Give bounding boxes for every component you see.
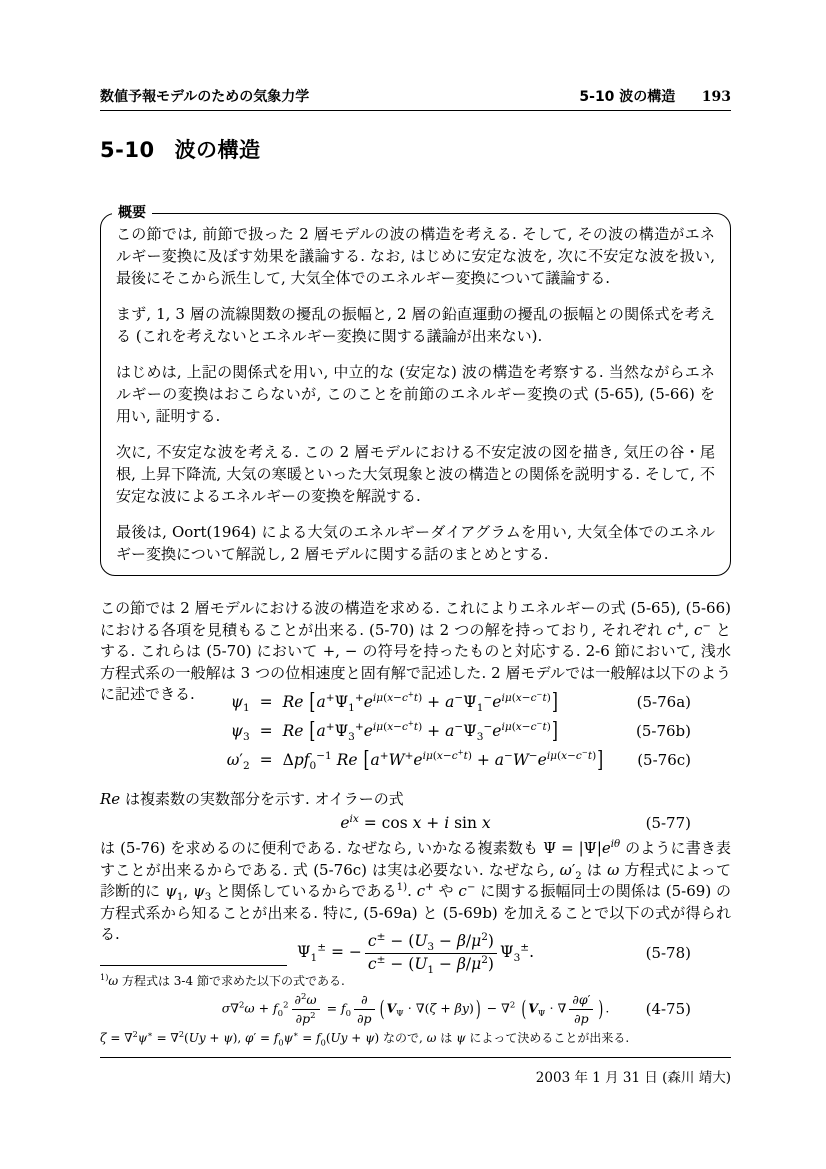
- footnote-line-2: ζ = ∇$^2$ψ∗ = ∇$^2$(Uy + ψ), $\varphi' = f_0\psi^∗ = f_0(Uy + \psi)$ なので, ω は ψ によって決めることが出来る.: [100, 1029, 630, 1048]
- body-paragraph-1: この節では 2 層モデルにおける波の構造を求める. これによりエネルギーの式 (5-65), (5-66) における各項を見積もることが出来る. (5-70) は 2 つの解を持っており, それぞれ c+, c− とする. これらは (5-70) において +, − の符号を持ったものと対応する. 2-6 節において, 浅水方程式系の一般解は 3 つの位相速度と固有解で記述した. 2 層モデルでは一般解は以下のように記述できる.: [100, 599, 731, 703]
- abstract-paragraph-2: まず, 1, 3 層の流線関数の擾乱の振幅と, 2 層の鉛直運動の擾乱の振幅との関係式を考える (これを考えないとエネルギー変換に関する議論が出来ない).: [116, 305, 715, 345]
- equation-number-5-76b: (5-76b): [635, 722, 691, 740]
- equation-row-5-76c: [227, 746, 604, 775]
- abstract-paragraph-5: 最後は, Oort(1964) による大気のエネルギーダイアグラムを用い, 大気全体でのエネルギー変換について解説し, 2 層モデルに関する話のまとめとする.: [116, 523, 715, 563]
- equals-sign: =: [259, 722, 273, 740]
- header-page-number: 193: [701, 89, 731, 105]
- abstract-paragraph-3: はじめは, 上記の関係式を用い, 中立的な (安定な) 波の構造を考察する. 当然ながらエネルギーの変換はおこらないが, このことを前節のエネルギー変換の式 (5-65), (5-66) を用い, 証明する.: [116, 363, 715, 425]
- section-number: 5-10: [100, 138, 155, 162]
- equation-4-75: [100, 988, 731, 1030]
- equals-sign: =: [259, 751, 273, 769]
- footer-rule: [100, 1057, 731, 1058]
- section-heading: [100, 134, 261, 164]
- equation-rhs: Δpf$_0^{-1}$ Re $[a^+W^+e^{i\mu(x-c^+t)} + a^-W^-e^{i\mu(x-c^-t)}]$: [282, 746, 604, 773]
- body-paragraph-3: は (5-76) を求めるのに便利である. なぜなら, いかなる複素数も $\Psi = |\Psi|e^{i\theta}$ のように書き表すことが出来るからである. 式 (5-76c) は実は必要ない. なぜなら, $\omega'_2$ は ω 方程式によって診断的に $\psi_1$, $\psi_3$ と関係しているからである$^{1)}$. c+ や c− に関する振幅同士の関係は (5-69) の方程式系から知ることが出来る. 特に, (5-69a) と (5-69b) を加えることで以下の式が得られる.: [100, 839, 731, 943]
- header-right: [579, 86, 731, 106]
- footnote-rule: [100, 965, 287, 966]
- equation-array: [227, 688, 604, 775]
- footnote-line-1: $^{1)}$ω 方程式は 3-4 節で求めた以下の式である.: [100, 972, 345, 988]
- footer-date: 2003 年 1 月 31 日 (森川 靖大): [535, 1070, 731, 1086]
- equation-lhs: $\psi_3$: [230, 722, 250, 744]
- equation-number-5-76a: (5-76a): [636, 693, 691, 711]
- equation-lhs: $\omega'_2$: [226, 751, 250, 773]
- equation-row-5-76b: [227, 717, 604, 746]
- equation-5-77: [100, 808, 731, 838]
- body-paragraph-2: Re は複素数の実数部分を示す. オイラーの式: [100, 790, 404, 808]
- equation-rhs: Re $[a^+\Psi_3^+e^{i\mu(x-c^+t)} + a^-\Psi_3^-e^{i\mu(x-c^-t)}]$: [282, 717, 558, 744]
- header-section-label: 5-10 波の構造: [579, 89, 676, 105]
- equation-number-4-75: (4-75): [645, 1000, 691, 1018]
- equation-number-5-76c: (5-76c): [637, 751, 691, 769]
- equation-content: $\sigma\nabla^2\omega + f_0^2$ $\frac{\partial^2\omega}{\partial p^2}$ = $f_0$ $\frac{\partial}{\partial p}$ ( $V_\Psi \cdot \nabla(\zeta + \beta y)$ ) − ∇$^2$ ( $V_\Psi$ ⋅ ∇ $\frac{\partial\varphi'}{\partial p}$ ) .: [221, 991, 610, 1026]
- equation-group-5-76: [100, 688, 731, 776]
- equation-content: $\Psi_1^\pm$ = − $\frac{c^\pm - (U_3 - \beta/\mu^2)}{c^\pm - (U_1 - \beta/\mu^2)}$ $\Psi_3^\pm$.: [296, 930, 535, 976]
- abstract-paragraph-1: この節では, 前節で扱った 2 層モデルの波の構造を考える. そして, その波の構造がエネルギー変換に及ぼす効果を議論する. なお, はじめに安定な波を, 次に不安定な波を扱い, 最後にそこから派生して, 大気全体でのエネルギー変換について議論する.: [116, 225, 715, 287]
- header-book-title: 数値予報モデルのための気象力学: [100, 89, 310, 105]
- equals-sign: =: [259, 693, 273, 711]
- abstract-label: 概要: [112, 203, 152, 223]
- section-title: 波の構造: [174, 138, 261, 162]
- abstract-paragraph-4: 次に, 不安定な波を考える. この 2 層モデルにおける不安定波の図を描き, 気圧の谷・尾根, 上昇下降流, 大気の寒暖といった大気現象と波の構造との関係を説明する. そして, 不安定な波によるエネルギーの変換を解説する.: [116, 443, 715, 505]
- header-rule: [100, 110, 731, 111]
- equation-lhs: $\psi_1$: [230, 693, 250, 715]
- abstract-box: [100, 205, 731, 576]
- equation-rhs: Re $[a^+\Psi_1^+e^{i\mu(x-c^+t)} + a^-\Psi_1^-e^{i\mu(x-c^-t)}]$: [282, 688, 558, 715]
- equation-5-78: [100, 926, 731, 980]
- equation-content: $e^{ix} = \cos x + i$ sin x: [340, 812, 491, 832]
- equation-number-5-77: (5-77): [645, 814, 691, 832]
- equation-number-5-78: (5-78): [645, 944, 691, 962]
- equation-row-5-76a: [227, 688, 604, 717]
